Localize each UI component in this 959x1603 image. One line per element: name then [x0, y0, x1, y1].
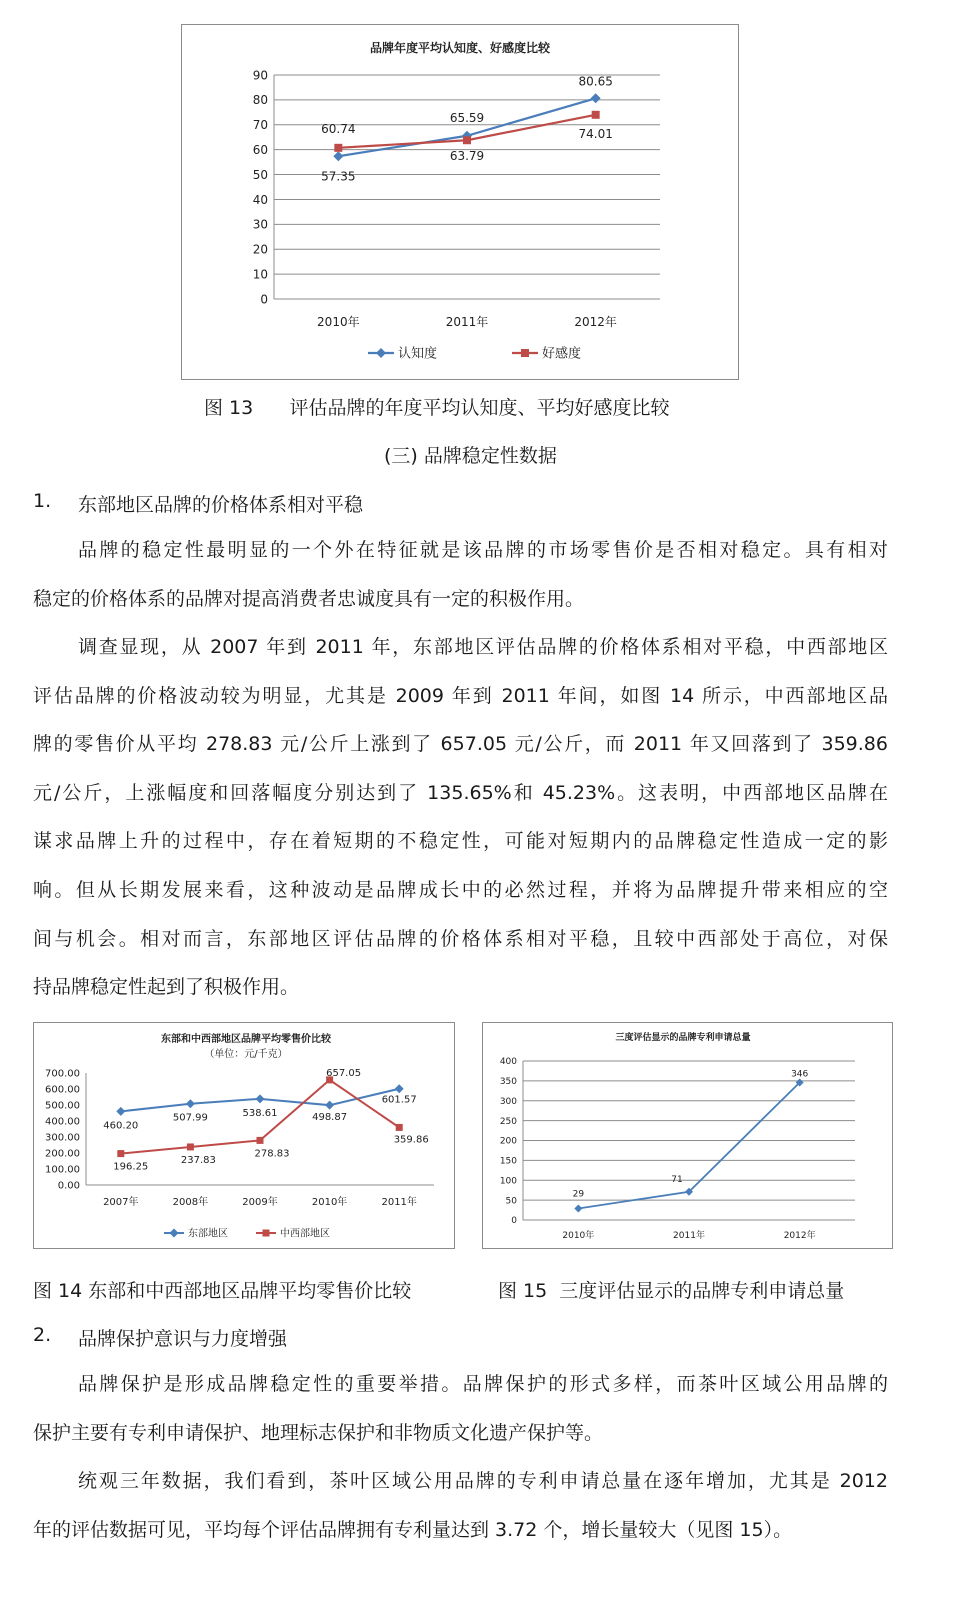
- data-point: [574, 1204, 582, 1212]
- data-point: [116, 1107, 125, 1116]
- chart-title: 三度评估显示的品牌专利申请总量: [615, 1033, 751, 1043]
- paragraph-line: 间与机会。相对而言，东部地区评估品牌的价格体系相对平稳，且较中西部处于高位，对保: [33, 927, 888, 950]
- x-tick-label: 2010年: [311, 1197, 348, 1208]
- data-point: [396, 1124, 403, 1131]
- x-tick-label: 2009年: [242, 1197, 278, 1208]
- paragraph-price-analysis: [33, 623, 888, 1012]
- paragraph-line: 牌的零售价从平均 278.83 元/公斤上涨到了 657.05 元/公斤，而 2011 年又回落到了 359.86: [33, 733, 888, 756]
- data-point: [256, 1094, 265, 1103]
- y-tick-label: 0: [260, 292, 268, 307]
- data-label: 63.79: [449, 149, 485, 164]
- y-tick-label: 80: [252, 93, 268, 108]
- data-label: 359.86: [393, 1134, 429, 1146]
- y-tick-label: 200.00: [45, 1148, 80, 1160]
- y-tick-label: 90: [252, 68, 268, 83]
- y-tick-label: 10: [252, 267, 268, 282]
- section-3-heading: (三) 品牌稳定性数据: [384, 445, 557, 467]
- figure-15-caption: 图 15 三度评估显示的品牌专利申请总量: [498, 1280, 845, 1302]
- legend-label: 认知度: [398, 346, 438, 362]
- paragraph-line: 调查显现，从 2007 年到 2011 年，东部地区评估品牌的价格体系相对平稳，中西部地区: [78, 636, 888, 658]
- x-tick-label: 2008年: [172, 1197, 209, 1208]
- y-tick-label: 300.00: [45, 1132, 80, 1144]
- data-label: 60.74: [321, 121, 356, 136]
- figure-15-chart: [482, 1022, 893, 1249]
- y-tick-label: 0: [511, 1216, 517, 1227]
- heading-1-text: 东部地区品牌的价格体系相对平稳: [78, 494, 364, 516]
- y-tick-label: 40: [252, 192, 268, 207]
- y-tick-label: 350: [499, 1077, 517, 1088]
- data-label: 657.05: [326, 1067, 362, 1079]
- legend-marker: [170, 1229, 179, 1238]
- paragraph-line: 品牌保护是形成品牌稳定性的重要举措。品牌保护的形式多样，而茶叶区域公用品牌的: [78, 1373, 888, 1395]
- x-tick-label: 2010年: [562, 1231, 595, 1241]
- data-label: 538.61: [242, 1107, 278, 1119]
- paragraph-line: 元/公斤，上涨幅度和回落幅度分别达到了 135.65%和 45.23%。这表明，中西部地区品牌在: [33, 781, 888, 804]
- data-label: 80.65: [578, 74, 613, 89]
- data-label: 29: [572, 1189, 585, 1200]
- heading-1-number: 1.: [33, 490, 52, 512]
- chart-retail-price: [34, 1023, 454, 1248]
- data-label: 57.35: [321, 169, 356, 184]
- y-tick-label: 300: [499, 1096, 517, 1107]
- legend-label: 东部地区: [188, 1228, 228, 1240]
- x-tick-label: 2011年: [381, 1197, 417, 1208]
- paragraph-line: 保护主要有专利申请保护、地理标志保护和非物质文化遗产保护等。: [33, 1421, 604, 1444]
- paragraph-line: 年的评估数据可见，平均每个评估品牌拥有专利量达到 3.72 个，增长量较大（见图 15）。: [33, 1518, 793, 1541]
- paragraph-line: 统观三年数据，我们看到，茶叶区域公用品牌的专利申请总量在逐年增加，尤其是 2012: [78, 1470, 888, 1492]
- y-tick-label: 150: [499, 1156, 517, 1167]
- y-tick-label: 500.00: [45, 1100, 80, 1112]
- data-point: [333, 151, 343, 161]
- data-label: 601.57: [381, 1094, 417, 1106]
- y-tick-label: 60: [252, 142, 268, 157]
- data-point: [257, 1137, 264, 1144]
- heading-2-number: 2.: [33, 1324, 52, 1346]
- data-label: 65.59: [449, 110, 485, 125]
- y-tick-label: 50: [505, 1196, 517, 1207]
- y-tick-label: 30: [252, 217, 268, 232]
- data-point: [334, 144, 342, 152]
- series-line-0: [338, 98, 595, 156]
- chart-patent-applications: [483, 1023, 892, 1248]
- data-label: 74.01: [578, 126, 613, 141]
- data-label: 498.87: [312, 1112, 348, 1124]
- paragraph-line: 品牌的稳定性最明显的一个外在特征就是该品牌的市场零售价是否相对稳定。具有相对: [78, 539, 888, 561]
- chart-subtitle: （单位：元/千克）: [204, 1049, 288, 1060]
- y-tick-label: 0.00: [57, 1180, 80, 1192]
- figure-13-caption: 图 13 评估品牌的年度平均认知度、平均好感度比较: [204, 397, 670, 419]
- heading-2-text: 品牌保护意识与力度增强: [78, 1328, 288, 1350]
- y-tick-label: 100.00: [45, 1164, 80, 1176]
- y-tick-label: 400.00: [45, 1116, 80, 1128]
- paragraph-line: 谋求品牌上升的过程中，存在着短期的不稳定性，可能对短期内的品牌稳定性造成一定的影: [33, 830, 888, 853]
- legend-marker: [376, 348, 386, 358]
- paragraph-brand-protection: [33, 1360, 888, 1457]
- y-tick-label: 50: [252, 167, 268, 182]
- chart-title: 东部和中西部地区品牌平均零售价比较: [161, 1034, 331, 1045]
- paragraph-price-stability-intro: [33, 526, 888, 623]
- figure-14-chart: [33, 1022, 455, 1249]
- data-point: [463, 136, 471, 144]
- data-point: [325, 1101, 334, 1110]
- data-label: 196.25: [113, 1161, 149, 1173]
- paragraph-line: 响。但从长期发展来看，这种波动是品牌成长中的必然过程，并将为品牌提升带来相应的空: [33, 878, 888, 901]
- data-label: 460.20: [103, 1120, 139, 1132]
- paragraph-line: 评估品牌的价格波动较为明显，尤其是 2009 年到 2011 年间，如图 14 所示，中西部地区品: [33, 684, 888, 707]
- legend-label: 中西部地区: [280, 1228, 330, 1240]
- data-point: [186, 1099, 195, 1108]
- x-tick-label: 2012年: [574, 315, 617, 329]
- y-tick-label: 700.00: [45, 1068, 80, 1080]
- y-tick-label: 400: [499, 1057, 517, 1068]
- chart-brand-awareness: [182, 25, 738, 379]
- y-tick-label: 100: [499, 1176, 517, 1187]
- legend-marker: [521, 349, 529, 357]
- x-tick-label: 2011年: [445, 315, 489, 329]
- x-tick-label: 2010年: [317, 315, 360, 329]
- x-tick-label: 2012年: [783, 1231, 816, 1241]
- y-tick-label: 250: [499, 1116, 517, 1127]
- paragraph-patent-data: [33, 1457, 888, 1554]
- data-point: [117, 1150, 124, 1157]
- data-label: 278.83: [254, 1148, 290, 1160]
- data-label: 507.99: [172, 1112, 208, 1124]
- data-label: 71: [671, 1174, 683, 1185]
- figure-14-caption: 图 14 东部和中西部地区品牌平均零售价比较: [33, 1280, 412, 1302]
- data-label: 237.83: [180, 1154, 216, 1166]
- y-tick-label: 70: [252, 118, 268, 133]
- x-tick-label: 2007年: [103, 1197, 139, 1208]
- y-tick-label: 600.00: [45, 1084, 80, 1096]
- data-point: [187, 1143, 194, 1150]
- legend-label: 好感度: [542, 346, 582, 362]
- data-point: [592, 111, 600, 119]
- data-point: [591, 93, 601, 103]
- figure-13-chart: [181, 24, 739, 380]
- x-tick-label: 2011年: [673, 1231, 705, 1241]
- paragraph-line: 稳定的价格体系的品牌对提高消费者忠诚度具有一定的积极作用。: [33, 587, 585, 610]
- chart-title: 品牌年度平均认知度、好感度比较: [369, 41, 551, 55]
- paragraph-line: 持品牌稳定性起到了积极作用。: [33, 976, 300, 999]
- data-label: 346: [791, 1069, 809, 1080]
- legend-marker: [263, 1230, 270, 1237]
- y-tick-label: 200: [499, 1136, 517, 1147]
- data-point: [395, 1084, 404, 1093]
- y-tick-label: 20: [252, 242, 268, 257]
